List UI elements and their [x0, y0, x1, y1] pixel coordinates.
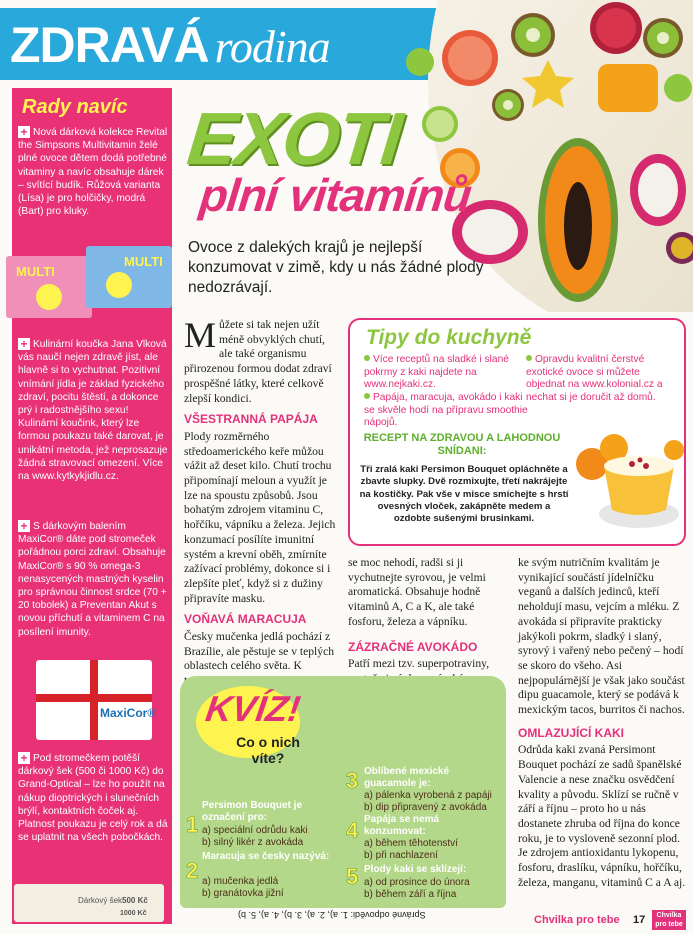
- tip-item: Papája, maracuja, avokádo i kaki se skvěle hodí na přípravu smoothie nápojů.: [364, 392, 528, 429]
- product-box-label: MULTI: [16, 264, 55, 279]
- plus-icon: +: [18, 752, 30, 764]
- quiz-answers: Správné odpovědi: 1. a), 2. a), 3. b), 4. a), 5. b): [238, 910, 426, 920]
- quiz-option: b) dip připravený z avokáda: [364, 802, 487, 813]
- simpsons-face-icon: [106, 272, 132, 298]
- quiz-question-number: 1: [186, 812, 199, 837]
- quiz-option: b) granátovka jižní: [202, 888, 284, 899]
- sidebar-item-kouc: [18, 338, 168, 483]
- quiz-title: KVÍZ!: [203, 688, 303, 729]
- quiz-question: Oblíbené mexické guacamole je:: [364, 766, 450, 789]
- bullet-icon: [364, 355, 370, 361]
- voucher-value: 500 Kč: [122, 896, 148, 905]
- avocado-paragraph: Patří mezi tzv. superpotraviny,: [348, 657, 490, 671]
- headline-line2: plní vitamínů: [197, 169, 474, 221]
- article-column-1: [184, 315, 340, 689]
- quiz-question: Maracuja se česky nazývá:: [202, 851, 330, 862]
- simpsons-face-icon: [36, 284, 62, 310]
- sidebar-heading: Rady navíc: [22, 96, 128, 118]
- revital-pink-box-image: [6, 256, 92, 318]
- plus-icon: +: [18, 338, 30, 350]
- revital-blue-box-image: [86, 246, 172, 308]
- sidebar-item-text: S dárkovým balením MaxiCor® dáte pod stromeček pořádnou porci zdraví. Obsahuje MaxiCor® s 90 % omega-3 nenasycených mastných kyselin pro správnou činnost srdce (70 + 20 tobolek) a Preventan Akut s novou příchutí a vitaminem C na posílení imunity.: [18, 521, 167, 638]
- recipe-title: RECEPT NA ZDRAVOU A LAHODNOU SNÍDANI:: [363, 432, 561, 457]
- maracuja-paragraph: Česky mučenka jedlá pochází z Brazílie, ale pěstuje se v teplých oblastech celého světa. K: [184, 630, 335, 673]
- quiz-question: Papája se nemá konzumovat:: [364, 814, 440, 837]
- papaya-paragraph: Plody rozměrného středoamerického keře můžou vážit až deset kilo. Chutí trochu připomínají meloun a využít je lze na spoustu způsobů. Jsou bohatým zdrojem vitaminu C, hořčíku, vápníku a železa. Jejich konzumací posílíte imunitní systém a krevní oběh, zmírníte zažívací problémy, dokonce si i zlepšíte pleť, když si z dužiny připravíte masku.: [184, 429, 336, 605]
- maracuja-paragraph-continued: se moc nehodí, radši si ji vychutnejte syrovou, je velmi aromatická. Obsahuje hodně vitaminů A, C a K, ale také fosforu, železa a vápníku.: [348, 556, 486, 628]
- section-title-sub: rodina: [214, 21, 330, 72]
- quiz-option: a) během těhotenství: [364, 838, 458, 849]
- breakfast-bowl-photo: [574, 420, 684, 540]
- quiz-question-number: 5: [346, 864, 359, 889]
- quiz-option: a) od prosince do února: [364, 877, 470, 888]
- section-title-main: ZDRAVÁ: [10, 17, 209, 73]
- product-box-label: MULTI: [124, 254, 163, 269]
- tip-item: Opravdu kvalitní čerstvé exotické ovoce si můžete objednat na www.kolonial.cz a nechat si je doručit až domů.: [526, 354, 663, 403]
- voucher-text: Dárkový šek: [78, 896, 123, 905]
- drop-cap: M: [184, 315, 217, 355]
- maxicor-gift-box-image: [36, 660, 157, 740]
- tip-item: Více receptů na sladké i slané pokrmy z kaki najdete na www.nejkaki.cz.: [364, 354, 509, 391]
- quiz-option: a) mučenka jedlá: [202, 876, 279, 887]
- magazine-logo: Chvilka pro tebe: [652, 910, 686, 930]
- quiz-option: b) během září a října: [364, 889, 457, 900]
- plus-icon: +: [18, 126, 30, 138]
- voucher-image: [14, 884, 164, 922]
- quiz-question: Persimon Bouquet je označení pro:: [202, 800, 303, 823]
- avocado-paragraph-continued: ke svým nutričním kvalitám je vynikající součástí jídelníčku veganů a dalších jedinců, kteří neholdují masu, vejcím a mléku. Z avokáda si připravíte prakticky jakýkoli pokrm, sladký i slaný, syrový i vařený nebo pečený – hodí se skoro do všeho. Asi nejpopulárnější je však jako součást dipu guacamole, který se podává k mexickým tacos, burritos či nachos.: [518, 556, 685, 717]
- sidebar-item-text: Kulinární koučka Jana Vlková vás naučí nejen zdravě jíst, ale hlavně si to vychutnat. Pozitivní vnímání jídla je základ fyzického zdraví, pocitu štěstí, a dokonce prý i radostnějšího sexu! Kulinární koučink, který lze formou poukazu také darovat, je unikátní metoda, jež neprosazuje žádná stravovací omezení. Více na www.kytkykjidlu.cz.: [18, 339, 168, 483]
- intro-paragraph: Můžete si tak nejen užít méně obvyklých chutí, ale také organismu přirozenou formou dodat zdraví prospěšné látky, které celkově zlepší kondici.: [184, 315, 332, 405]
- sidebar-item-voucher: [18, 752, 168, 844]
- tips-box: [348, 318, 686, 546]
- kaki-paragraph: Odrůda kaki zvaná Persimont Bouquet pochází ze sadů španělské Valencie a nese značku osvědčení kvality a původu. Sklízí se ručně v září a říjnu – proto ho u nás dostanete zhruba od října do konce roku, je to vysloveně sezonní plod. Je zdrojem antioxidantu lykopenu, fosforu, draslíku, vápníku, hořčíku, železa, manganu, vitaminů C a A aj.: [518, 743, 686, 889]
- papaya-heading: VŠESTRANNÁ PAPÁJA: [184, 412, 318, 427]
- bullet-icon: [364, 393, 370, 399]
- voucher-value-2: 1000 Kč: [120, 910, 147, 917]
- recipe-text: Tři zralá kaki Persimon Bouquet opláchněte a zbavte slupky. Dvě rozmixujte, třetí nakrájejte na kostičky. Pak vše v misce smíchejte s hrstí ovesných vloček, zakápněte medem a ozdobte sušenými brusinkami.: [359, 464, 569, 525]
- quiz-option: a) speciální odrůdu kaki: [202, 825, 308, 836]
- headline-line1: EXOTI: [183, 97, 405, 180]
- lead-paragraph: Ovoce z dalekých krajů je nejlepší konzumovat v zimě, kdy u nás žádné plody nedozrávají.: [188, 239, 484, 296]
- sidebar-item-revital: [18, 126, 168, 218]
- quiz-question: Plody kaki se sklízejí:: [364, 864, 467, 875]
- tips-title: Tipy do kuchyně: [366, 326, 532, 349]
- quiz-option: b) při nachlazení: [364, 850, 438, 861]
- quiz-question-number: 3: [346, 768, 359, 793]
- kaki-heading: OMLAZUJÍCÍ KAKI: [518, 725, 624, 740]
- page-number: 17: [633, 914, 646, 926]
- sidebar-item-text: Pod stromečkem potěší dárkový šek (500 či 1000 Kč) do Grand-Optical – lze ho použít na nákup dioptrických i slunečních brýlí, kontaktních čoček aj. Platnost poukazu je celý rok a dá se uplatnit na všech pobočkách.: [18, 753, 168, 844]
- avocado-heading: ZÁZRAČNÉ AVOKÁDO: [348, 639, 478, 654]
- ribbon-icon: [90, 660, 98, 740]
- sidebar-item-text: Nová dárková kolekce Revital the Simpsons Multivitamin želé plné ovoce dětem dodá potřebné vitaminy a navíc obsahuje dárek – svítící budík. Růžová varianta (Lísa) je pro holčičky, modrá (Bart) pro kluky.: [18, 127, 168, 218]
- footer-magazine-name: Chvilka pro tebe: [534, 914, 620, 926]
- bullet-icon: [526, 355, 532, 361]
- article-column-3: [518, 556, 686, 890]
- plus-icon: +: [18, 520, 30, 532]
- maracuja-heading: VOŇAVÁ MARACUJA: [184, 612, 307, 627]
- quiz-option: a) pálenka vyrobená z papáji: [364, 790, 492, 801]
- product-box-label: MaxiCor®: [100, 706, 157, 720]
- sidebar-tips: [12, 88, 172, 924]
- quiz-question-number: 4: [346, 818, 359, 843]
- quiz-question-number: 2: [186, 858, 199, 883]
- quiz-subtitle: Co o nich víte?: [236, 734, 300, 766]
- section-title: [10, 16, 330, 74]
- sidebar-item-maxicor: [18, 520, 168, 639]
- quiz-option: b) silný likér z avokáda: [202, 837, 304, 848]
